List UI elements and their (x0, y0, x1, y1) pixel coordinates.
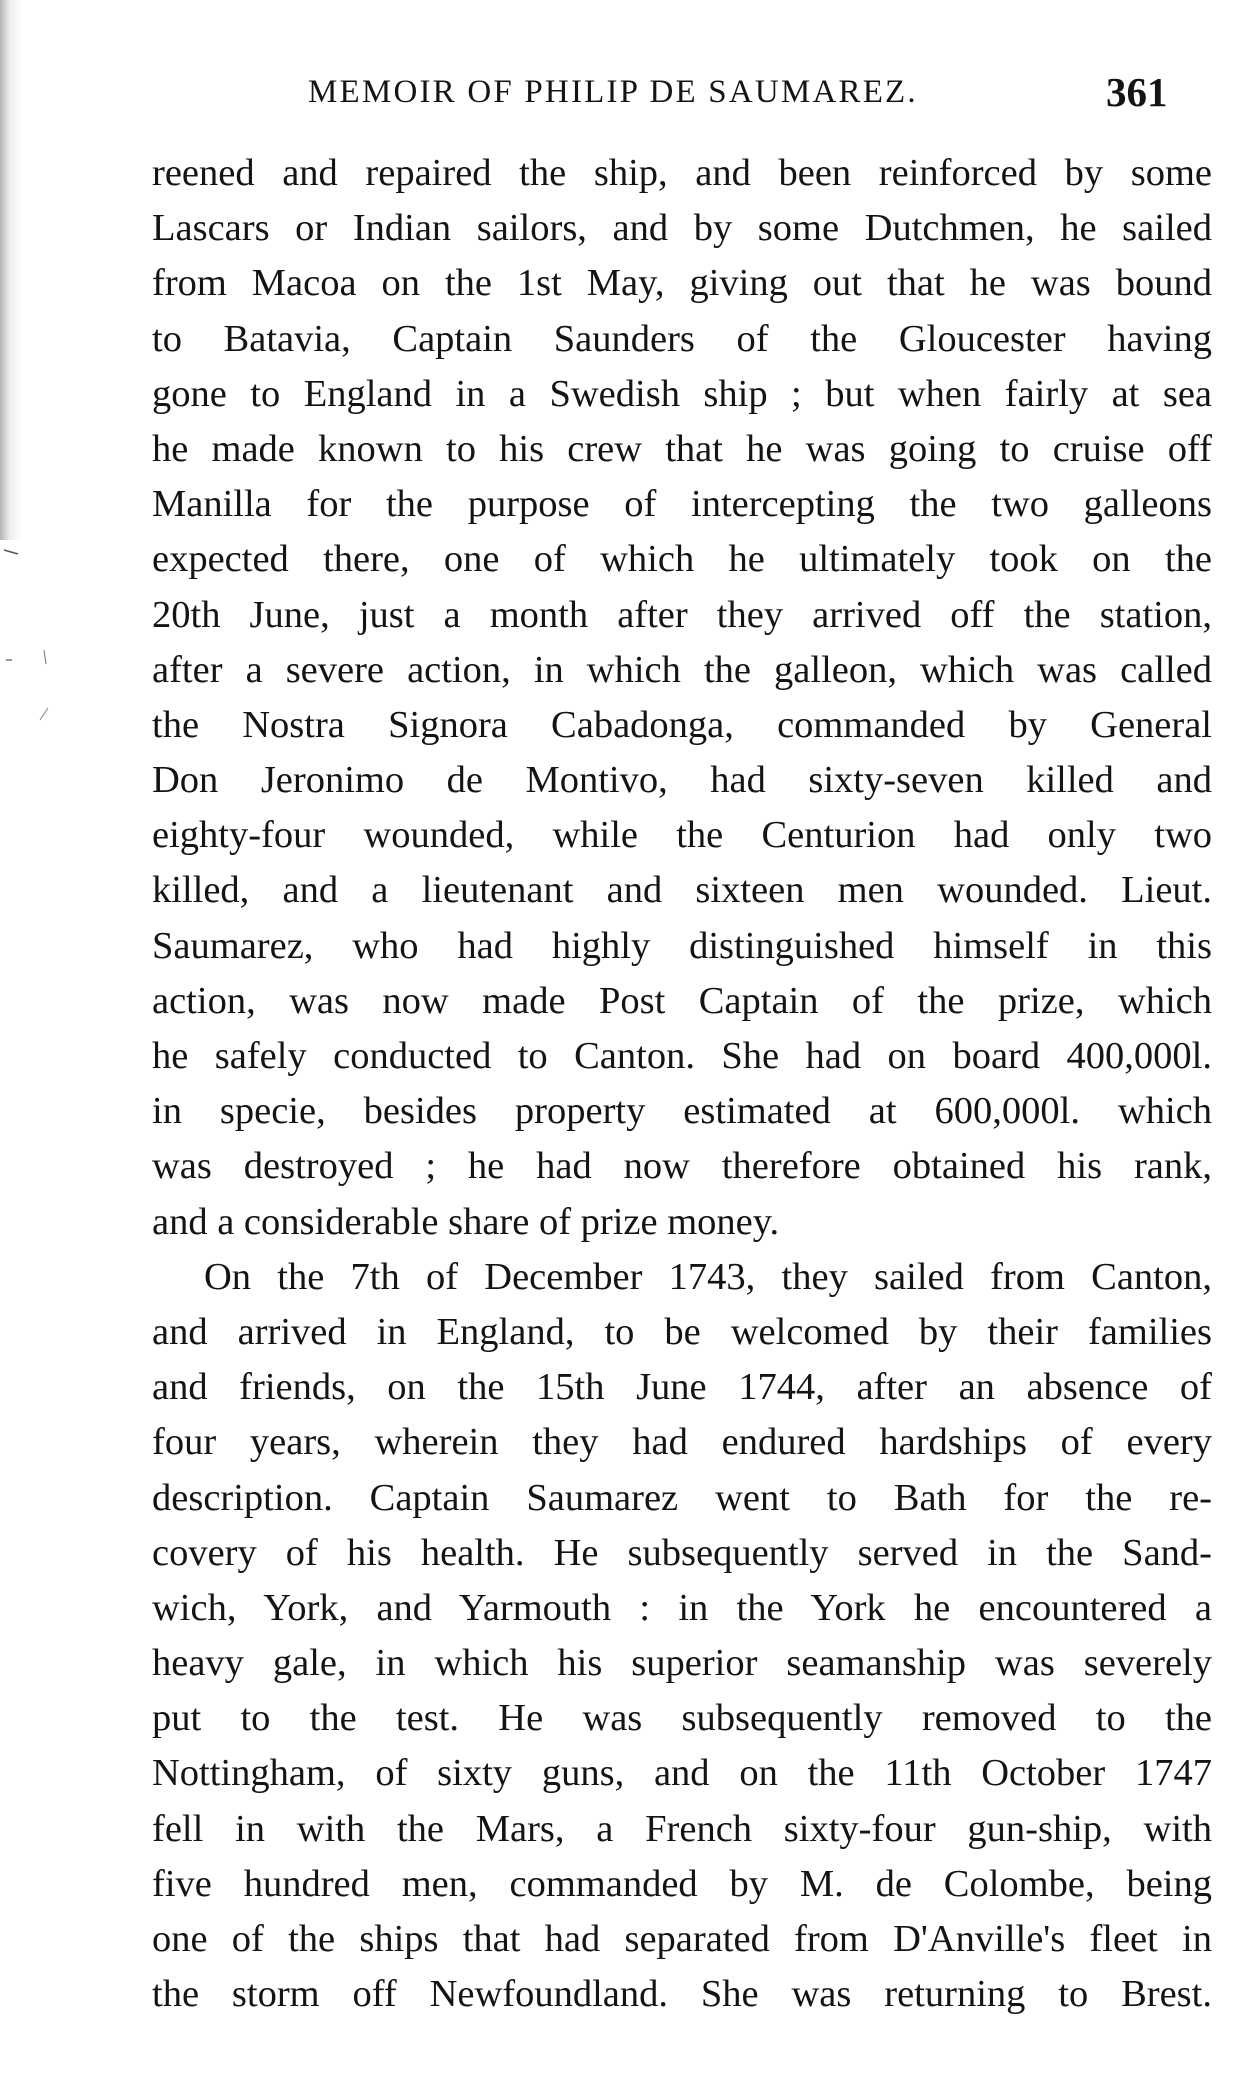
text-line: Don Jeronimo de Montivo, had sixty-seven killed and (152, 759, 1212, 802)
text-line: and friends, on the 15th June 1744, after an absence of (152, 1366, 1212, 1409)
text-line: and arrived in England, to be welcomed by their families (152, 1310, 1212, 1353)
text-line: Saumarez, who had highly distinguished himself in this (152, 924, 1212, 967)
text-line: description. Captain Saumarez went to Bath for the re- (152, 1476, 1212, 1519)
text-line: in specie, besides property estimated at 600,000l. which (152, 1090, 1212, 1133)
page-header (0, 68, 1253, 118)
text-line: after a severe action, in which the galleon, which was called (152, 648, 1212, 691)
text-line: was destroyed ; he had now therefore obtained his rank, (152, 1145, 1212, 1188)
text-line: he made known to his crew that he was going to cruise off (152, 427, 1212, 470)
text-line: five hundred men, commanded by M. de Colombe, being (152, 1862, 1212, 1905)
page-edge-specks (0, 540, 60, 780)
running-head: MEMOIR OF PHILIP DE SAUMAREZ. (308, 74, 918, 110)
text-line: Manilla for the purpose of intercepting the two galleons (152, 483, 1212, 526)
text-line: action, was now made Post Captain of the prize, which (152, 979, 1212, 1022)
text-line: Lascars or Indian sailors, and by some Dutchmen, he sailed (152, 207, 1212, 250)
text-line: one of the ships that had separated from D'Anville's fleet in (152, 1918, 1212, 1960)
text-line: the Nostra Signora Cabadonga, commanded by General (152, 703, 1212, 746)
text-line: killed, and a lieutenant and sixteen men wounded. Lieut. (152, 869, 1212, 912)
text-line: expected there, one of which he ultimately took on the (152, 538, 1212, 581)
text-line: to Batavia, Captain Saunders of the Gloucester having (152, 317, 1212, 360)
text-line: from Macoa on the 1st May, giving out that he was bound (152, 262, 1212, 305)
page-number: 361 (1106, 69, 1168, 115)
text-line: and a considerable share of prize money. (152, 1200, 780, 1243)
text-line: he safely conducted to Canton. She had on board 400,000l. (152, 1035, 1212, 1077)
text-line: 20th June, just a month after they arrived off the station, (152, 593, 1212, 636)
text-line: On the 7th of December 1743, they sailed from Canton, (204, 1255, 1212, 1298)
text-line: fell in with the Mars, a French sixty-four gun-ship, with (152, 1807, 1212, 1850)
text-line: Nottingham, of sixty guns, and on the 11th October 1747 (152, 1752, 1212, 1795)
text-line: gone to England in a Swedish ship ; but when fairly at sea (152, 372, 1212, 415)
text-line: reened and repaired the ship, and been reinforced by some (152, 152, 1212, 194)
text-line: put to the test. He was subsequently removed to the (152, 1697, 1212, 1740)
text-line: eighty-four wounded, while the Centurion had only two (152, 814, 1212, 857)
text-line: covery of his health. He subsequently served in the Sand- (152, 1531, 1212, 1574)
text-line: four years, wherein they had endured hardships of every (152, 1421, 1212, 1464)
body-text (152, 146, 1212, 2022)
text-line: wich, York, and Yarmouth : in the York he encountered a (152, 1586, 1212, 1629)
text-line: the storm off Newfoundland. She was returning to Brest. (152, 1973, 1212, 2016)
text-line: heavy gale, in which his superior seamanship was severely (152, 1642, 1212, 1685)
